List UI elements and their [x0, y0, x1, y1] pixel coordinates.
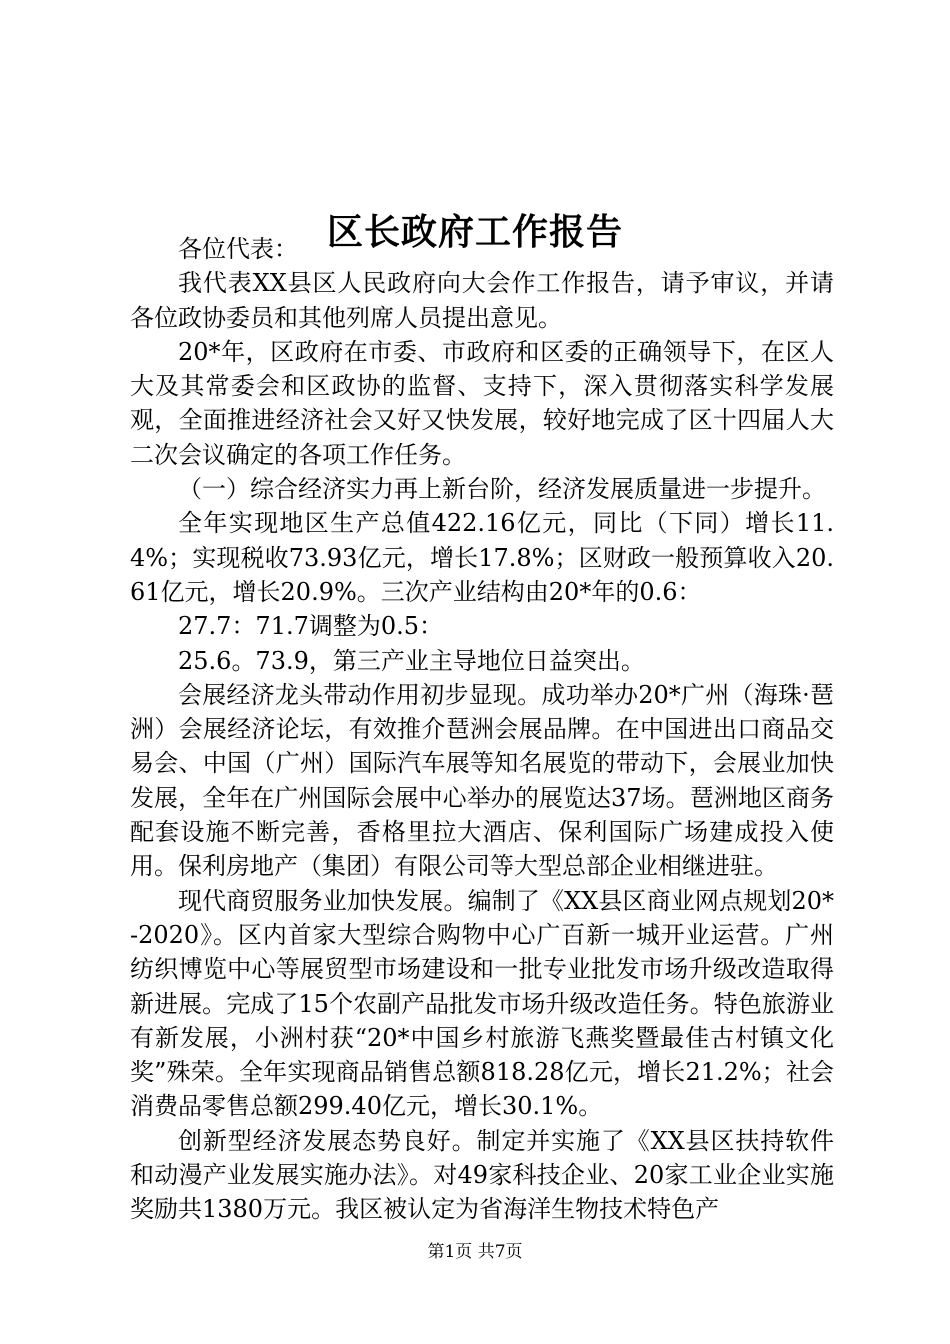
economy-paragraph: 全年实现地区生产总值422.16亿元，同比（下同）增长11.4%；实现税收73.93亿元，增长17.8%；区财政一般预算收入20.61亿元，增长20.9%。三次产业结构由20*年的0.6：: [130, 509, 834, 606]
structure-line-2: 25.6。73.9，第三产业主导地位日益突出。: [178, 646, 645, 675]
exhibition-paragraph: 会展经济龙头带动作用初步显现。成功举办20*广州（海珠·琶洲）会展经济论坛，有效推介琶洲会展品牌。在中国进出口商品交易会、中国（广州）国际汽车展等知名展览的带动下，会展业加快发展，全年在广州国际会展中心举办的展览达37场。琶洲地区商务配套设施不断完善，香格里拉大酒店、保利国际广场建成投入使用。保利房地产（集团）有限公司等大型总部企业相继进驻。: [130, 680, 834, 881]
page-indicator: 第1页 共7页: [427, 1242, 523, 1262]
document-body: [130, 232, 834, 1227]
document-title: 区长政府工作报告: [326, 211, 623, 254]
innovation-paragraph: 创新型经济发展态势良好。制定并实施了《XX县区扶持软件和动漫产业发展实施办法》。对49家科技企业、20家工业企业实施奖励共1380万元。我区被认定为省海洋生物技术特色产: [130, 1126, 834, 1224]
intro-paragraph: 我代表XX县区人民政府向大会作工作报告，请予审议，并请各位政协委员和其他列席人员提出意见。: [130, 269, 834, 332]
summary-paragraph: 20*年，区政府在市委、市政府和区委的正确领导下，在区人大及其常委会和区政协的监督、支持下，深入贯彻落实科学发展观，全面推进经济社会又好又快发展，较好地完成了区十四届人大二次会议确定的各项工作任务。: [130, 337, 834, 469]
structure-line-1: 27.7：71.7调整为0.5：: [178, 612, 444, 641]
section-heading: （一）综合经济实力再上新台阶，经济发展质量进一步提升。: [178, 475, 826, 504]
salutation-paragraph: 各位代表：: [178, 235, 298, 263]
commerce-paragraph: 现代商贸服务业加快发展。编制了《XX县区商业网点规划20*-2020》。区内首家大型综合购物中心广百新一城开业运营。广州纺织博览中心等展贸型市场建设和一批专业批发市场升级改造取得新进展。完成了15个农副产品批发市场升级改造任务。特色旅游业有新发展，小洲村获“20*中国乡村旅游飞燕奖暨最佳古村镇文化奖”殊荣。全年实现商品销售总额818.28亿元，增长21.2%；社会消费品零售总额299.40亿元，增长30.1%。: [130, 886, 834, 1121]
